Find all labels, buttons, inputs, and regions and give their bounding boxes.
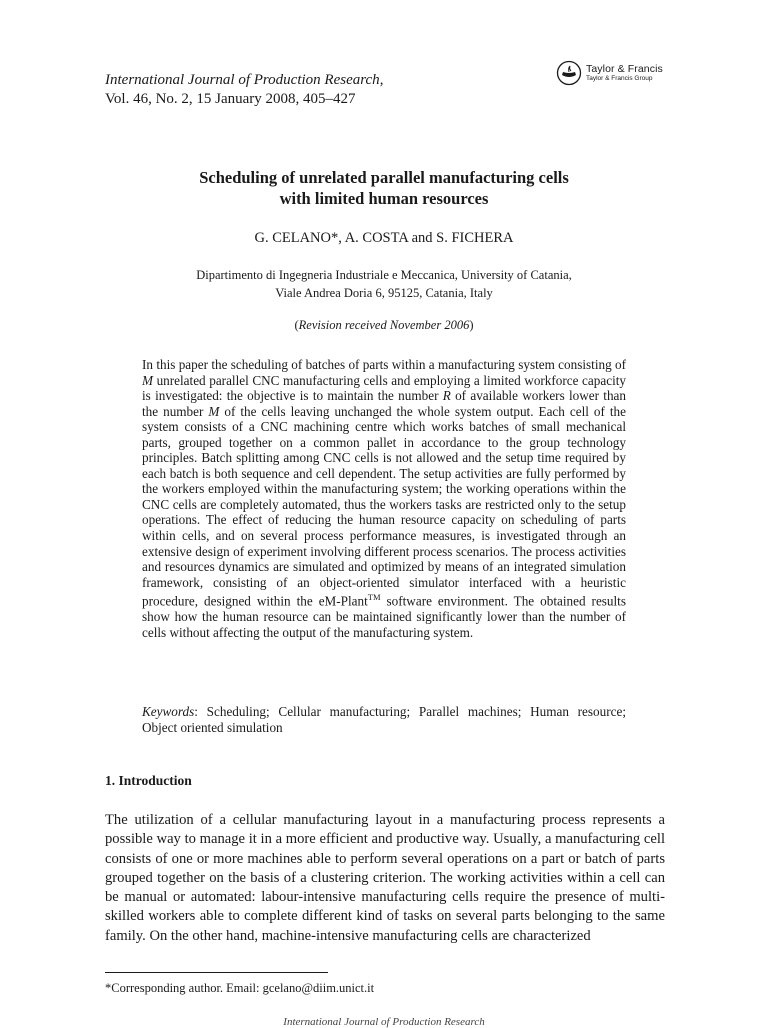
abstract [142,357,626,640]
trademark: TM [367,592,381,603]
publisher-group: Taylor & Francis Group [586,74,653,82]
section-heading: 1. Introduction [105,773,192,788]
revision-open-paren: ( [294,318,299,332]
publisher-name: Taylor & Francis [586,63,663,75]
abstract-text-1: In this paper the scheduling of batches of parts within a manufacturing system consisting of [142,357,626,372]
affiliation-line-1: Dipartimento di Ingegneria Industriale e Meccanica, University of Catania, [196,268,572,282]
keywords-colon: : [194,704,198,719]
publisher-logo [556,60,663,86]
keywords [142,704,626,735]
journal-name: International Journal of Production Research [105,72,380,88]
abstract-text-5: software environment. The obtained results show how the human resource can be maintained significantly lower than the number of cells without affecting the output of the manufacturing system. [142,593,626,640]
volume-line: Vol. 46, No. 2, 15 January 2008, 405–427 [105,91,356,107]
affiliation-line-2: Viale Andrea Doria 6, 95125, Catania, Italy [275,286,493,300]
footnote: *Corresponding author. Email: gcelano@diim.unict.it [105,981,375,995]
journal-title-line [105,71,383,90]
keywords-text: Scheduling; Cellular manufacturing; Parallel machines; Human resource; Object oriented simulation [142,704,626,735]
keywords-label: Keywords [142,704,195,719]
footnote-rule [105,972,328,973]
title-line-1: Scheduling of unrelated parallel manufacturing cells [199,168,569,187]
journal-comma: , [379,72,384,88]
abstract-text-4: of the cells leaving unchanged the whole system output. Each cell of the system consists of a CNC machining centre which works batches of small mechanical parts, grouped together on a common pallet in accordance to the group technology principles. Batch splitting among CNC cells is not allowed and the setup time required by each batch is both sequence and cell dependent. The setup activities are fully performed by the workers employed within the manufacturing system; the working operations within the CNC cells are completely automated, thus the workers tasks are restricted only to the setup operations. The effect of reducing the human resource capacity on scheduling of parts within cells, and on several process performance measures, is investigated through an extensive design of experiment involving different process scenarios. The process activities and resources dynamics are simulated and optimized by means of an integrated simulation framework, consisting of an object-oriented simulator interfaced with a heuristic procedure, designed within the eM-Plant [142,403,626,609]
abstract-text-2: unrelated parallel CNC manufacturing cells and employing a limited workforce capacity is investigated: the objective is to maintain the number [142,372,626,404]
var-r: R [442,388,451,404]
lamp-icon [556,60,582,86]
title-line-2: with limited human resources [279,189,489,208]
journal-header [105,71,383,109]
intro-paragraph: The utilization of a cellular manufacturing layout in a manufacturing process represents a possible way to manage it in a more efficient and productive way. Usually, a manufacturing cell consists of one or more machines able to perform several operations on a part or batch of parts grouped together on the basis of a clustering criterion. The working activities within a cell can be manual or automated: labour-intensive manufacturing cells require the presence of multi-skilled workers able to complete different kind of tasks on several parts belonging to the same family. On the other hand, machine-intensive manufacturing cells are characterized [105,812,665,944]
revision-text: Revision received November 2006 [298,318,470,332]
authors: G. CELANO*, A. COSTA and S. FICHERA [254,230,514,246]
article-title [0,167,768,209]
var-m: M [208,403,220,419]
revision-note [0,318,768,333]
abstract-text-3: of available workers lower than the number [142,388,627,419]
revision-close-paren: ) [469,318,474,332]
affiliation [0,266,768,302]
var-m: M [142,372,153,388]
page-footer: International Journal of Production Research [283,1016,485,1028]
